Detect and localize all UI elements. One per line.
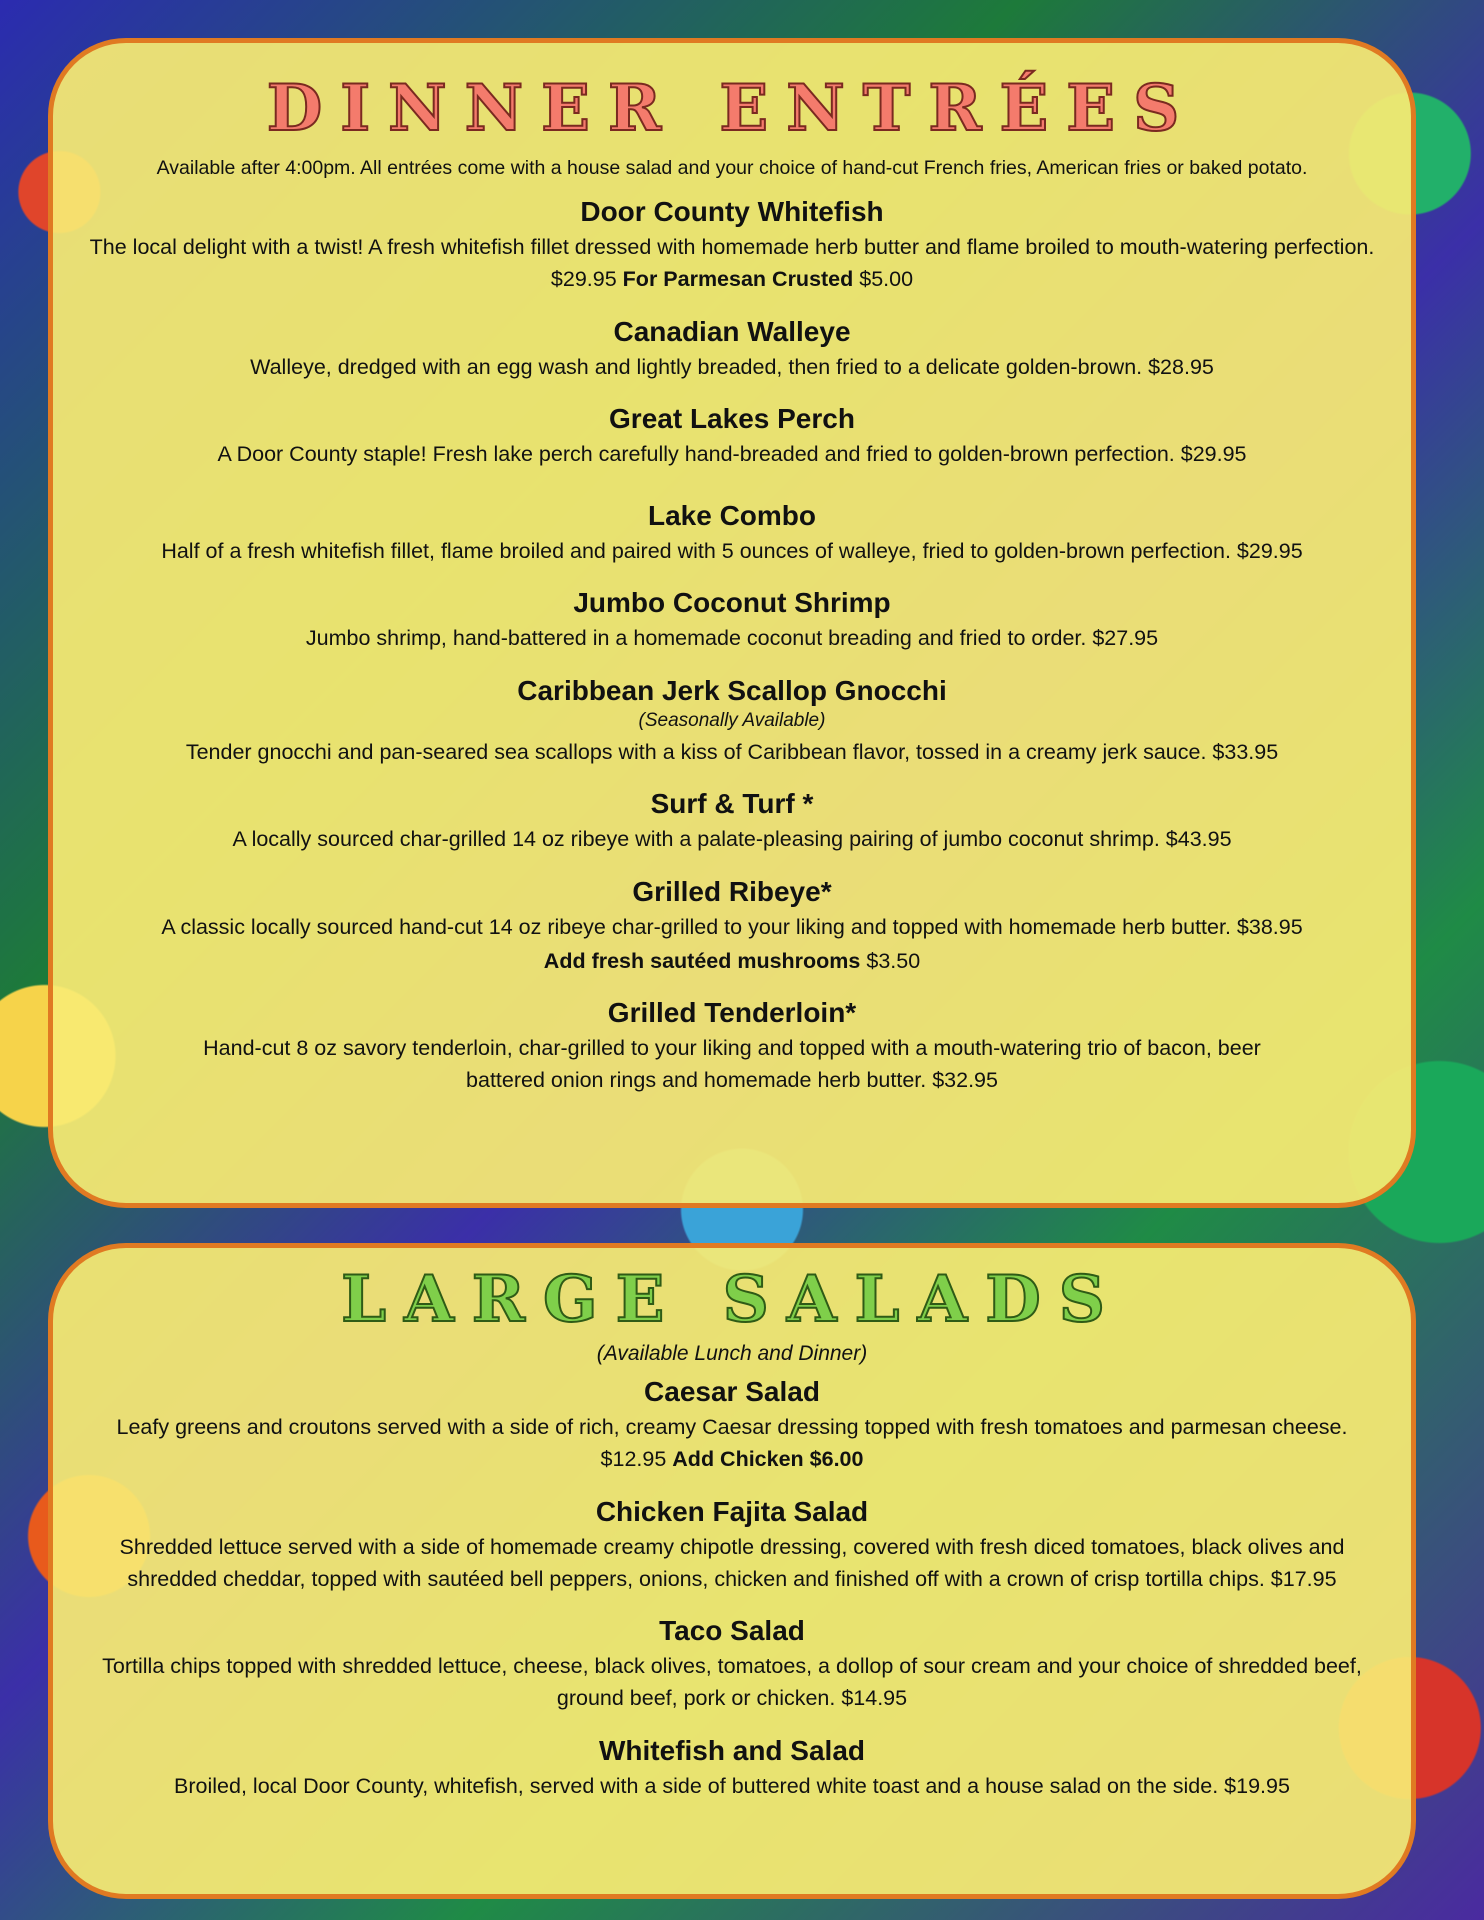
item-addon-price: $5.00 bbox=[859, 267, 914, 292]
item-description: A Door County staple! Fresh lake perch carefully hand-breaded and fried to golden-brown perfection. $29.95 bbox=[217, 441, 1247, 466]
item-addon bbox=[53, 945, 1411, 977]
item-addon-label: For Parmesan Crusted bbox=[622, 267, 854, 292]
menu-item-caribbean-jerk-scallop-gnocchi bbox=[53, 673, 1411, 769]
item-name: Taco Salad bbox=[659, 1615, 805, 1646]
item-description: Shredded lettuce served with a side of homemade creamy chipotle dressing, covered with fresh diced tomatoes, black olives and shredded cheddar, topped with sautéed bell peppers, onions, chicken and finished off with a crown of crisp tortilla chips. $17.95 bbox=[119, 1534, 1345, 1591]
menu-item-lake-combo bbox=[53, 498, 1411, 567]
item-addon-label: Add fresh sautéed mushrooms bbox=[543, 948, 861, 973]
item-name: Whitefish and Salad bbox=[598, 1734, 866, 1766]
menu-item-great-lakes-perch bbox=[53, 401, 1411, 470]
item-name: Door County Whitefish bbox=[580, 196, 884, 227]
menu-item-chicken-fajita-salad bbox=[53, 1494, 1411, 1596]
large-salads-title: LARGE SALADS bbox=[341, 1262, 1123, 1337]
item-name: Grilled Ribeye* bbox=[632, 875, 832, 907]
menu-item-surf-and-turf bbox=[53, 786, 1411, 855]
item-addon-label: Add Chicken $6.00 bbox=[672, 1447, 864, 1472]
item-name: Caesar Salad bbox=[644, 1376, 820, 1407]
item-name: Grilled Tenderloin* bbox=[607, 997, 857, 1029]
item-description: A classic locally sourced hand-cut 14 oz ribeye char-grilled to your liking and topped with homemade herb butter. $38.95 bbox=[161, 914, 1303, 939]
salads-availability-note: (Available Lunch and Dinner) bbox=[596, 1342, 868, 1365]
item-description: Walleye, dredged with an egg wash and lightly breaded, then fried to a delicate golden-brown. $28.95 bbox=[250, 354, 1214, 379]
item-name: Jumbo Coconut Shrimp bbox=[573, 587, 891, 619]
menu-item-grilled-tenderloin bbox=[53, 995, 1411, 1097]
menu-item-taco-salad bbox=[53, 1613, 1411, 1715]
item-name: Caribbean Jerk Scallop Gnocchi bbox=[517, 674, 947, 706]
item-description: Broiled, local Door County, whitefish, served with a side of buttered white toast and a house salad on the side. $19.95 bbox=[174, 1773, 1290, 1798]
item-name: Lake Combo bbox=[647, 500, 817, 531]
menu-item-canadian-walleye bbox=[53, 314, 1411, 383]
dinner-entrees-title: DINNER ENTRÉES bbox=[266, 71, 1198, 146]
menu-item-grilled-ribeye bbox=[53, 874, 1411, 978]
large-salads-panel bbox=[48, 1243, 1416, 1899]
dinner-intro: Available after 4:00pm. All entrées come with a house salad and your choice of hand-cut French fries, American fries or baked potato. bbox=[156, 157, 1308, 179]
menu-item-jumbo-coconut-shrimp bbox=[53, 585, 1411, 654]
item-description: Jumbo shrimp, hand-battered in a homemade coconut breading and fried to order. $27.95 bbox=[305, 626, 1159, 651]
item-name: Chicken Fajita Salad bbox=[595, 1495, 869, 1527]
item-name: Surf & Turf * bbox=[650, 788, 814, 820]
item-description: A locally sourced char-grilled 14 oz ribeye with a palate-pleasing pairing of jumbo coconut shrimp. $43.95 bbox=[232, 827, 1232, 852]
item-name: Great Lakes Perch bbox=[609, 402, 855, 434]
menu-item-door-county-whitefish bbox=[53, 194, 1411, 296]
item-description: Hand-cut 8 oz savory tenderloin, char-grilled to your liking and topped with a mouth-watering trio of bacon, beer battered onion rings and homemade herb butter. $32.95 bbox=[203, 1036, 1261, 1093]
menu-item-whitefish-and-salad bbox=[53, 1733, 1411, 1802]
item-availability-note: (Seasonally Available) bbox=[638, 709, 826, 731]
item-addon-price: $3.50 bbox=[866, 948, 921, 973]
menu-item-caesar-salad bbox=[53, 1374, 1411, 1476]
item-description: Half of a fresh whitefish fillet, flame broiled and paired with 5 ounces of walleye, fried to golden-brown perfection. $29.95 bbox=[161, 539, 1303, 563]
item-description: The local delight with a twist! A fresh whitefish fillet dressed with homemade herb butter and flame broiled to mouth-watering perfection. $29.95 For Parmesan Crusted $5.00 bbox=[89, 235, 1375, 292]
item-description: Tortilla chips topped with shredded lettuce, cheese, black olives, tomatoes, a dollop of sour cream and your choice of shredded beef, ground beef, pork or chicken. $14.95 bbox=[102, 1654, 1362, 1711]
item-name: Canadian Walleye bbox=[613, 315, 851, 347]
item-description: Leafy greens and croutons served with a side of rich, creamy Caesar dressing topped with fresh tomatoes and parmesan cheese. $12.95 Add Chicken $6.00 bbox=[116, 1415, 1348, 1472]
dinner-entrees-panel bbox=[48, 38, 1416, 1208]
item-description: Tender gnocchi and pan-seared sea scallops with a kiss of Caribbean flavor, tossed in a creamy jerk sauce. $33.95 bbox=[185, 740, 1279, 765]
